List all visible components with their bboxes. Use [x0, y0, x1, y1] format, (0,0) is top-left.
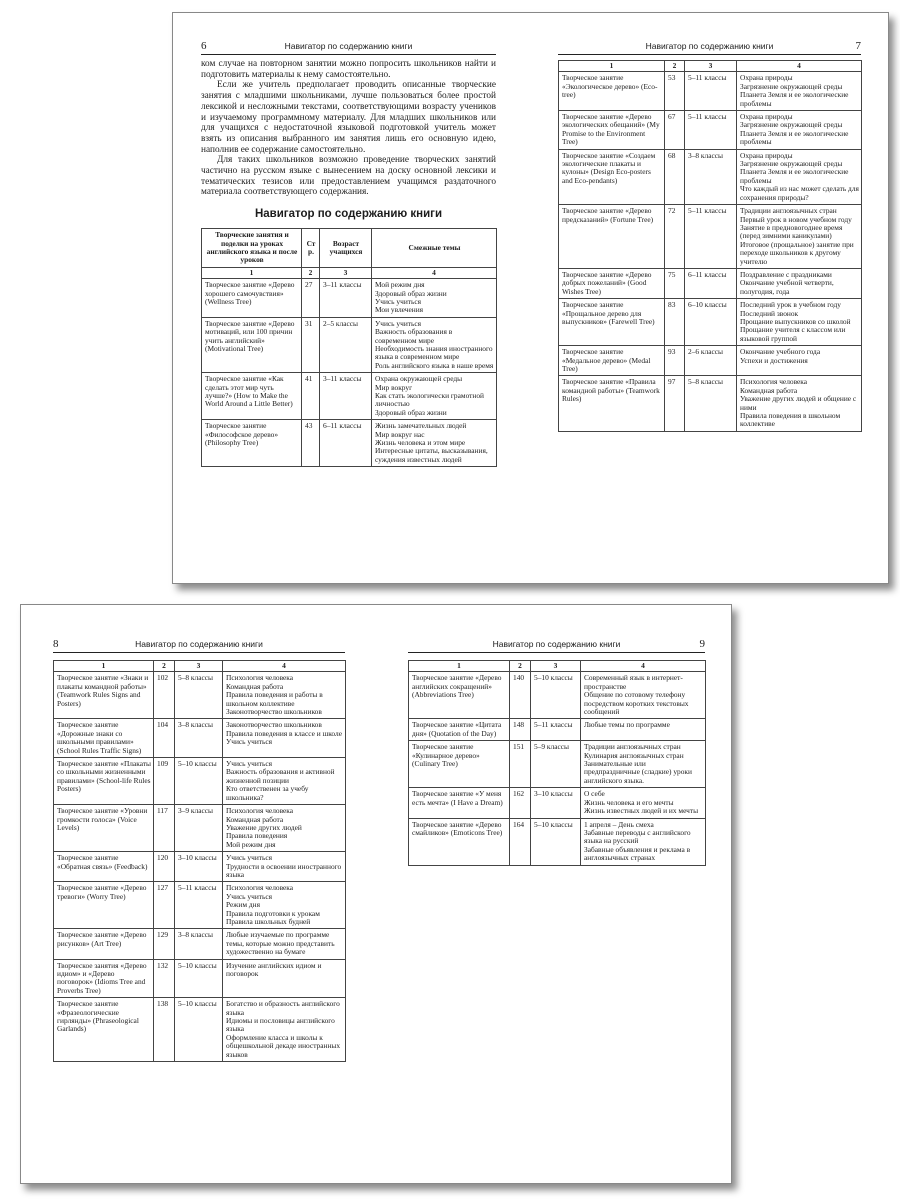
page-number-cell: 140 — [510, 672, 531, 719]
related-theme: Уважение других людей и общение с ними — [740, 394, 857, 412]
related-theme: Прощание учителя с классом или языковой группой — [740, 325, 846, 343]
related-theme: Учись учиться — [375, 318, 422, 328]
related-themes-cell — [737, 111, 862, 150]
column-number: 2 — [510, 661, 531, 672]
related-themes-cell — [737, 149, 862, 204]
activity-title-cell: Творческое занятие «Дерево тревоги» (Worry Tree) — [54, 882, 154, 929]
age-cell: 3–11 классы — [320, 373, 372, 420]
table-row — [54, 998, 346, 1062]
paragraph: Для таких школьников возможно проведение творческих занятий частично на русском языке с вынесением на доску основной лексики и тематических тезисов или предоставлением учащимся раздаточного материала соответствующего содержания. — [201, 155, 496, 198]
related-theme: Учись учиться — [226, 737, 273, 747]
related-theme: Необходимость знания иностранного языка в современном мире — [375, 344, 493, 362]
related-themes-cell — [737, 376, 862, 431]
related-theme: Интересные цитаты, высказывания, суждения известных людей — [375, 446, 488, 464]
related-theme: Первый урок в новом учебном году — [740, 214, 852, 224]
age-cell: 5–11 классы — [175, 882, 223, 929]
related-theme: Планета Земля и ее экологические проблемы — [740, 128, 849, 147]
activity-title-cell: Творческое занятие «Медальное дерево» (Medal Tree) — [559, 346, 665, 376]
related-theme: Охрана окружающей среды — [375, 374, 463, 384]
table-row — [54, 805, 346, 852]
page-number-cell: 132 — [154, 959, 175, 998]
related-theme: Загрязнение окружающей среды — [740, 81, 843, 91]
table-body — [559, 72, 862, 431]
age-cell: 3–8 классы — [685, 149, 737, 204]
related-theme: Любые темы по программе — [584, 720, 670, 730]
header-rule — [558, 54, 861, 55]
activity-title-cell: Творческое занятия «Дерево идиом» и «Дерево поговорок» (Idioms Tree and Proverbs Tree) — [54, 959, 154, 998]
related-themes-cell — [223, 998, 346, 1062]
table-row — [409, 788, 706, 818]
column-number-row — [559, 61, 862, 72]
related-theme: Законотворчество школьников — [226, 707, 322, 717]
age-cell: 3–10 классы — [531, 788, 581, 818]
related-theme: Мой режим дня — [375, 280, 425, 290]
related-theme: Трудности в освоении иностранного языка — [226, 861, 342, 879]
page-number-cell: 120 — [154, 852, 175, 882]
activity-title-cell: Творческое занятие «Дерево смайликов» (Emoticons Tree) — [409, 818, 510, 865]
age-cell: 5–10 классы — [175, 998, 223, 1062]
related-theme: Загрязнение окружающей среды — [740, 159, 843, 169]
column-number-row — [202, 267, 497, 278]
table-row — [202, 317, 497, 372]
related-theme: Правила школьных будней — [226, 916, 311, 926]
related-themes-cell — [737, 346, 862, 376]
table-row — [559, 346, 862, 376]
page-number-cell: 129 — [154, 929, 175, 959]
table-row — [559, 376, 862, 431]
navigator-table — [558, 60, 862, 432]
page-number-cell: 27 — [302, 279, 320, 318]
column-header: Стр. — [302, 229, 320, 268]
paragraph: ком случае на повторном занятии можно попросить школьников найти и подготовить материалы к нему самостоятельно. — [201, 59, 496, 80]
related-theme: Занимательные или предпраздничные (сладкие) уроки английского языка. — [584, 759, 692, 785]
table-body — [54, 672, 346, 1062]
table-row — [54, 758, 346, 805]
related-theme: Важность образования в современном мире — [375, 327, 453, 345]
activity-title-cell: Творческое занятие «Как сделать этот мир чуть лучше?» (How to Make the World Around a Little Better) — [202, 373, 302, 420]
activity-title-cell: Творческое занятие «Дорожные знаки со школьными правилами» (School Rules Traffic Signs) — [54, 719, 154, 758]
page-number-cell: 102 — [154, 672, 175, 719]
running-head: Навигатор по содержанию книги — [645, 41, 774, 51]
age-cell: 5–11 классы — [685, 111, 737, 150]
age-cell: 5–10 классы — [531, 818, 581, 865]
related-theme: Что каждый из нас может сделать для сохранения природы? — [740, 184, 859, 202]
page-number-cell: 83 — [665, 299, 685, 346]
age-cell: 3–9 классы — [175, 805, 223, 852]
related-theme: Уважение других людей — [226, 822, 302, 832]
page-body — [201, 59, 496, 467]
page-number-cell: 104 — [154, 719, 175, 758]
column-header: Творческие занятия и поделки на уроках английского языка и после уроков — [202, 229, 302, 268]
page-number: 9 — [699, 638, 705, 650]
related-themes-cell — [581, 741, 706, 788]
related-theme: Учись учиться — [226, 759, 273, 769]
page-number-cell: 117 — [154, 805, 175, 852]
related-theme: Командная работа — [740, 385, 798, 395]
related-theme: Психология человека — [226, 673, 294, 683]
related-themes-cell — [737, 299, 862, 346]
page-number-cell: 162 — [510, 788, 531, 818]
related-theme: Важность образования и активной жизненной позиции — [226, 767, 335, 785]
table-row — [54, 672, 346, 719]
related-themes-cell — [737, 72, 862, 111]
column-number: 3 — [320, 267, 372, 278]
related-theme: Мир вокруг нас — [375, 429, 425, 439]
related-theme: Традиции англоязычных стран — [584, 742, 681, 752]
related-theme: Последний звонок — [740, 308, 799, 318]
table-header-row — [202, 229, 497, 268]
related-themes-cell — [581, 788, 706, 818]
activity-title-cell: Творческое занятие «Дерево добрых пожеланий» (Good Wishes Tree) — [559, 268, 665, 298]
related-theme: Забавные объявления и реклама в англоязычных странах — [584, 844, 691, 863]
age-cell: 5–8 классы — [685, 376, 737, 431]
related-theme: Правила поведения — [226, 831, 288, 841]
related-themes-cell — [223, 672, 346, 719]
table-row — [559, 268, 862, 298]
related-themes-cell — [223, 758, 346, 805]
related-themes-cell — [223, 959, 346, 998]
activity-title-cell: Творческое занятие «Прощальное дерево для выпускников» (Farewell Tree) — [559, 299, 665, 346]
related-theme: Охрана природы — [740, 73, 793, 83]
page-number-cell: 127 — [154, 882, 175, 929]
age-cell: 5–10 классы — [175, 758, 223, 805]
page-number-cell: 68 — [665, 149, 685, 204]
column-number: 1 — [54, 661, 154, 672]
related-theme: Современный язык в интернет-пространстве — [584, 673, 683, 691]
related-theme: Традиции англоязычных стран — [740, 206, 837, 216]
related-theme: Командная работа — [226, 681, 284, 691]
related-theme: Кто ответственен за учебу школьника? — [226, 784, 309, 802]
activity-title-cell: Творческое занятие «Дерево хорошего самочувствия» (Wellness Tree) — [202, 279, 302, 318]
header-rule — [53, 652, 345, 653]
related-theme: 1 апреля – День смеха — [584, 819, 654, 829]
table-row — [559, 111, 862, 150]
related-theme: Успехи и достижения — [740, 355, 808, 365]
page-number-cell: 151 — [510, 741, 531, 788]
related-theme: Оформление класса и школы к общешкольной декаде иностранных языков — [226, 1032, 341, 1059]
related-theme: Общение по сотовому телефону посредством коротких текстовых сообщений — [584, 690, 689, 717]
related-themes-cell — [581, 719, 706, 741]
related-theme: Как стать экологически грамотной личностью — [375, 391, 485, 409]
table-row — [559, 72, 862, 111]
header-rule — [201, 54, 496, 55]
column-number: 1 — [202, 267, 302, 278]
related-theme: Здоровый образ жизни — [375, 288, 447, 298]
related-theme: Загрязнение окружающей среды — [740, 120, 843, 130]
age-cell: 2–5 классы — [320, 317, 372, 372]
running-head: Навигатор по содержанию книги — [492, 639, 621, 649]
table-body — [409, 672, 706, 865]
paragraph: Если же учитель предполагает проводить описанные творческие занятия с младшими школьниками, лучше пользоваться более простой лексикой и несложными текстами, соответствующими возрасту учеников и изучаемому программному материалу. Для младших школьников или для учащихся с недостаточной языковой подготовкой учитель может взять из описания выбранного им занятия лишь его основную идею, наполнив ее содержание самостоятельно. — [201, 80, 496, 155]
related-theme: О себе — [584, 789, 605, 799]
activity-title-cell: Творческое занятие «Правила командной работы» (Teamwork Rules) — [559, 376, 665, 431]
page-number-cell: 72 — [665, 205, 685, 269]
page-number: 8 — [53, 638, 59, 650]
related-theme: Жизнь замечательных людей — [375, 421, 467, 431]
column-number: 2 — [665, 61, 685, 72]
related-theme: Планета Земля и ее экологические проблемы — [740, 90, 849, 108]
activity-title-cell: Творческое занятие «У меня есть мечта» (I Have a Dream) — [409, 788, 510, 818]
activity-title-cell: Творческое занятие «Уровни громкости голоса» (Voice Levels) — [54, 805, 154, 852]
related-themes-cell — [581, 818, 706, 865]
table-row — [54, 852, 346, 882]
column-number: 1 — [409, 661, 510, 672]
age-cell: 6–11 классы — [685, 268, 737, 298]
related-theme: Правила подготовки к урокам — [226, 908, 320, 918]
related-theme: Мой режим дня — [226, 839, 276, 849]
page-number-cell: 75 — [665, 268, 685, 298]
section-heading: Навигатор по содержанию книги — [254, 208, 443, 221]
column-number: 2 — [302, 267, 320, 278]
related-themes-cell — [223, 805, 346, 852]
related-theme: Итоговое (прощальное) занятие при переходе школьников к другому учителю — [740, 239, 854, 266]
column-number: 4 — [737, 61, 862, 72]
related-themes-cell — [223, 929, 346, 959]
related-themes-cell — [223, 719, 346, 758]
column-number: 1 — [559, 61, 665, 72]
age-cell: 2–6 классы — [685, 346, 737, 376]
table-body — [202, 279, 497, 467]
age-cell: 3–11 классы — [320, 279, 372, 318]
activity-title-cell: Творческое занятие «Фразеологические гирлянды» (Phraseological Garlands) — [54, 998, 154, 1062]
table-row — [559, 299, 862, 346]
book-spread-pages-6-7 — [172, 12, 889, 584]
related-theme: Командная работа — [226, 814, 284, 824]
activity-title-cell: Творческое занятие «Экологическое дерево» (Eco-tree) — [559, 72, 665, 111]
age-cell: 5–8 классы — [175, 672, 223, 719]
age-cell: 3–8 классы — [175, 719, 223, 758]
activity-title-cell: Творческое занятие «Плакаты со школьными жизненными правилами» (School-life Rules Posters) — [54, 758, 154, 805]
related-theme: Психология человека — [226, 806, 294, 816]
activity-title-cell: Творческое занятие «Обратная связь» (Feedback) — [54, 852, 154, 882]
related-theme: Жизнь человека и этом мире — [375, 438, 466, 448]
activity-title-cell: Творческое занятие «Цитата дня» (Quotation of the Day) — [409, 719, 510, 741]
activity-title-cell: Творческое занятие «Дерево мотиваций, или 100 причин учить английский» (Motivational Tree) — [202, 317, 302, 372]
age-cell: 5–9 классы — [531, 741, 581, 788]
page-number-cell: 148 — [510, 719, 531, 741]
page-body — [558, 60, 861, 432]
related-theme: Прощание выпускников со школой — [740, 316, 851, 326]
age-cell: 5–11 классы — [685, 205, 737, 269]
page-number-cell: 164 — [510, 818, 531, 865]
related-theme: Планета Земля и ее экологические проблемы — [740, 167, 849, 185]
column-number: 3 — [175, 661, 223, 672]
page-number-cell: 109 — [154, 758, 175, 805]
table-row — [409, 719, 706, 741]
table-row — [202, 420, 497, 467]
age-cell: 6–11 классы — [320, 420, 372, 467]
related-theme: Охрана природы — [740, 112, 793, 122]
page-number-cell: 31 — [302, 317, 320, 372]
related-theme: Жизнь известных людей и их мечты — [584, 806, 699, 816]
related-theme: Роль английского языка в наше время — [375, 360, 494, 370]
related-theme: Психология человека — [226, 883, 294, 893]
related-theme: Правила поведения в классе и школе — [226, 728, 343, 738]
related-theme: Идиомы и пословицы английского языка — [226, 1016, 335, 1034]
column-number: 4 — [372, 267, 497, 278]
related-theme: Жизнь человека и его мечты — [584, 797, 674, 807]
page-number-cell: 97 — [665, 376, 685, 431]
column-number: 2 — [154, 661, 175, 672]
related-theme: Учись учиться — [375, 296, 422, 306]
page-body — [408, 660, 705, 866]
navigator-table — [408, 660, 706, 866]
related-theme: Богатство и образность английского языка — [226, 999, 340, 1017]
related-theme: Кулинария англоязычных стран — [584, 750, 684, 760]
related-theme: Последний урок в учебном году — [740, 300, 841, 310]
page-number-cell: 67 — [665, 111, 685, 150]
related-themes-cell — [372, 317, 497, 372]
page-number: 7 — [855, 40, 861, 52]
page-number-cell: 93 — [665, 346, 685, 376]
table-row — [54, 929, 346, 959]
activity-title-cell: Творческое занятие «Дерево английских сокращений» (Abbreviations Tree) — [409, 672, 510, 719]
activity-title-cell: Творческое занятие «Кулинарное дерево» (Culinary Tree) — [409, 741, 510, 788]
activity-title-cell: Творческое занятие «Философское дерево» (Philosophy Tree) — [202, 420, 302, 467]
related-theme: Занятие в предновогоднее время (перед зимними каникулами) — [740, 222, 843, 241]
header-rule — [408, 652, 705, 653]
page-number-cell: 53 — [665, 72, 685, 111]
related-theme: Учись учиться — [226, 853, 273, 863]
related-themes-cell — [581, 672, 706, 719]
column-number: 3 — [531, 661, 581, 672]
related-theme: Правила поведения и работы в школьном коллективе — [226, 690, 323, 708]
related-theme: Здоровый образ жизни — [375, 407, 447, 417]
related-theme: Охрана природы — [740, 150, 793, 160]
related-themes-cell — [372, 420, 497, 467]
related-theme: Изучение английских идиом и поговорок — [226, 960, 322, 978]
column-header: Возраст учащихся — [320, 229, 372, 268]
activity-title-cell: Творческое занятие «Знаки и плакаты командной работы» (Teamwork Rules Signs and Posters) — [54, 672, 154, 719]
related-theme: Правила поведения в школьном коллективе — [740, 411, 841, 429]
running-head: Навигатор по содержанию книги — [135, 639, 263, 649]
related-theme: Любые изучаемые по программе темы, которые можно представить художественно на бумаге — [226, 930, 335, 957]
column-number: 4 — [581, 661, 706, 672]
related-theme: Психология человека — [740, 377, 808, 387]
page-body — [53, 660, 345, 1062]
related-themes-cell — [737, 268, 862, 298]
navigator-table — [53, 660, 346, 1062]
table-row — [409, 672, 706, 719]
page-number-cell: 43 — [302, 420, 320, 467]
table-row — [202, 279, 497, 318]
book-spread-pages-8-9 — [20, 604, 732, 1184]
age-cell: 6–10 классы — [685, 299, 737, 346]
related-theme: Мир вокруг — [375, 382, 413, 392]
activity-title-cell: Творческое занятие «Дерево рисунков» (Art Tree) — [54, 929, 154, 959]
table-row — [54, 959, 346, 998]
navigator-table — [201, 228, 497, 467]
related-theme: Законотворчество школьников — [226, 720, 322, 730]
related-themes-cell — [372, 373, 497, 420]
related-theme: Окончание учебной четверти, полугодия, года — [740, 278, 834, 296]
age-cell: 5–10 классы — [531, 672, 581, 719]
table-row — [559, 205, 862, 269]
table-row — [409, 818, 706, 865]
age-cell: 3–8 классы — [175, 929, 223, 959]
related-theme: Поздравление с праздниками — [740, 269, 832, 279]
age-cell: 5–11 классы — [531, 719, 581, 741]
running-head: Навигатор по содержанию книги — [284, 41, 413, 51]
column-number-row — [409, 661, 706, 672]
age-cell: 5–11 классы — [685, 72, 737, 111]
column-number: 4 — [223, 661, 346, 672]
table-row — [409, 741, 706, 788]
related-themes-cell — [737, 205, 862, 269]
activity-title-cell: Творческое занятие «Дерево предсказаний» (Fortune Tree) — [559, 205, 665, 269]
table-row — [54, 882, 346, 929]
related-theme: Режим дня — [226, 900, 260, 910]
page-number-cell: 41 — [302, 373, 320, 420]
table-row — [559, 149, 862, 204]
related-theme: Учись учиться — [226, 891, 273, 901]
related-theme: Окончание учебного года — [740, 347, 821, 357]
related-themes-cell — [372, 279, 497, 318]
page-number: 6 — [201, 40, 207, 52]
age-cell: 5–10 классы — [175, 959, 223, 998]
related-theme: Забавные переводы с английского языка на русский — [584, 827, 691, 846]
column-number-row — [54, 661, 346, 672]
age-cell: 3–10 классы — [175, 852, 223, 882]
column-header: Смежные темы — [372, 229, 497, 268]
page-number-cell: 138 — [154, 998, 175, 1062]
activity-title-cell: Творческое занятие «Создаем экологические плакаты и кулоны» (Design Eco-posters and Eco-pendants) — [559, 149, 665, 204]
table-row — [54, 719, 346, 758]
table-row — [202, 373, 497, 420]
related-theme: Мои увлечения — [375, 305, 424, 315]
column-number: 3 — [685, 61, 737, 72]
related-themes-cell — [223, 852, 346, 882]
related-themes-cell — [223, 882, 346, 929]
activity-title-cell: Творческое занятие «Дерево экологических обещаний» (My Promise to the Environment Tree) — [559, 111, 665, 150]
